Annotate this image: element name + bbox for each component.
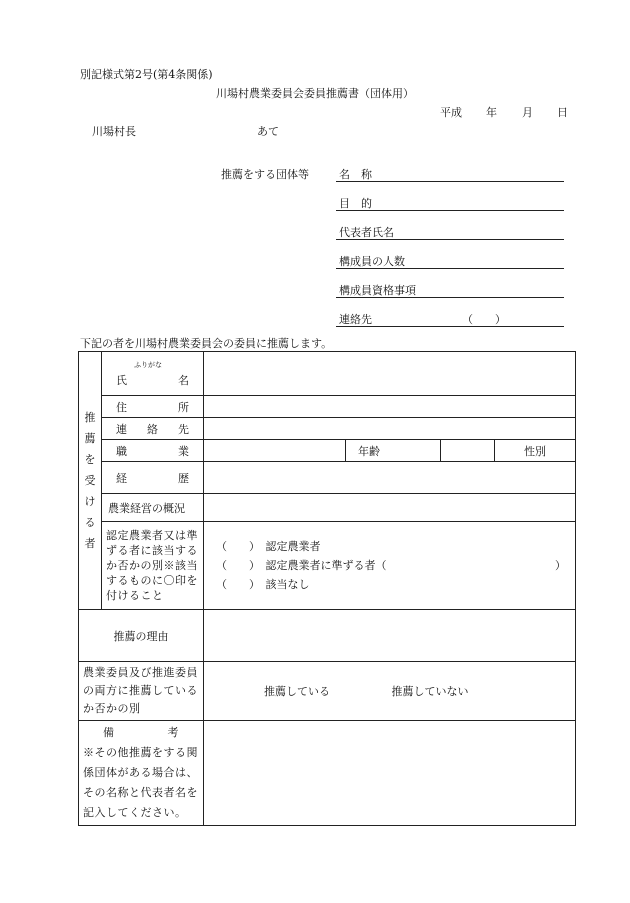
name-label-cell: ふりがな 氏 名 [102, 352, 204, 396]
age-label: 年齢 [346, 440, 441, 462]
table-row-occupation [79, 440, 576, 462]
both-label: 農業委員及び推進委員の両方に推薦しているか否かの別 [79, 662, 204, 721]
date-day: 日 [557, 106, 568, 119]
both-options [204, 662, 576, 721]
field-label-contact: 連絡先 [339, 313, 372, 326]
date-era: 平成 [440, 106, 462, 119]
occupation-label-cell: 職 業 [102, 440, 204, 462]
option-quasi-certified[interactable]: （ ） 認定農業者に準ずる者（ ） [216, 559, 566, 572]
field-label-representative: 代表者氏名 [339, 226, 394, 239]
history-label-cell: 経 歴 [102, 462, 204, 494]
reason-label: 推薦の理由 [79, 610, 204, 662]
nominee-side-label: 推 薦 を 受 け る 者 [79, 352, 102, 610]
nominee-table [78, 351, 576, 826]
occupation-input-cell[interactable] [204, 440, 346, 462]
reason-input-cell[interactable] [204, 610, 576, 662]
field-line-contact[interactable] [336, 326, 564, 327]
table-row-name [79, 352, 576, 396]
furigana-label: ふりがな [134, 360, 162, 369]
recommender-label: 推薦をする団体等 [221, 168, 309, 181]
address-input-cell[interactable] [204, 396, 576, 418]
address-label-cell: 住 所 [102, 396, 204, 418]
certified-label: 認定農業者又は準ずる者に該当するか否かの別※該当するものに〇印を付けること [102, 522, 204, 610]
sex-label: 性別 [495, 440, 576, 462]
option-none[interactable]: （ ） 該当なし [216, 578, 310, 591]
table-row-remarks [79, 721, 576, 826]
table-row-both [79, 662, 576, 721]
table-row-contact [79, 418, 576, 440]
field-label-name: 名 称 [339, 168, 372, 181]
field-line-member-qualification[interactable] [336, 297, 564, 298]
table-row-certified [79, 522, 576, 610]
remarks-input-cell[interactable] [204, 721, 576, 826]
document-title: 川場村農業委員会委員推薦書（団体用） [216, 87, 414, 100]
name-input-cell[interactable] [204, 352, 576, 396]
remarks-note: ※その他推薦をする関係団体がある場合は、その名称と代表者名を記入してください。 [83, 746, 198, 819]
field-label-member-count: 構成員の人数 [339, 255, 405, 268]
history-input-cell[interactable] [204, 462, 576, 494]
field-label-member-qualification: 構成員資格事項 [339, 284, 416, 297]
field-label-purpose: 目 的 [339, 197, 372, 210]
remarks-label-cell: 備 考 ※その他推薦をする関係団体がある場合は、その名称と代表者名を記入してください。 [79, 721, 204, 826]
date-year: 年 [486, 106, 497, 119]
table-row-farm [79, 494, 576, 522]
date-month: 月 [522, 106, 533, 119]
field-line-member-count[interactable] [336, 268, 564, 269]
addressee: 川場村長 [92, 125, 136, 138]
option-certified[interactable]: （ ） 認定農業者 [216, 540, 321, 553]
ate-label: あて [257, 125, 279, 138]
field-line-purpose[interactable] [336, 210, 564, 211]
farm-label: 農業経営の概況 [102, 494, 204, 522]
age-input-cell[interactable] [441, 440, 495, 462]
table-row-address [79, 396, 576, 418]
field-line-name[interactable] [336, 181, 564, 182]
both-no-option[interactable]: 推薦していない [391, 685, 469, 698]
certified-options [204, 522, 576, 610]
field-line-representative[interactable] [336, 239, 564, 240]
table-row-history [79, 462, 576, 494]
contact-paren: （ ） [462, 313, 506, 326]
farm-input-cell[interactable] [204, 494, 576, 522]
statement: 下記の者を川場村農業委員会の委員に推薦します。 [80, 337, 333, 350]
both-yes-option[interactable]: 推薦している [264, 685, 330, 698]
contact-input-cell[interactable] [204, 418, 576, 440]
contact-label-cell: 連 絡 先 [102, 418, 204, 440]
table-row-reason [79, 610, 576, 662]
form-number: 別記様式第2号(第4条関係) [80, 68, 213, 81]
